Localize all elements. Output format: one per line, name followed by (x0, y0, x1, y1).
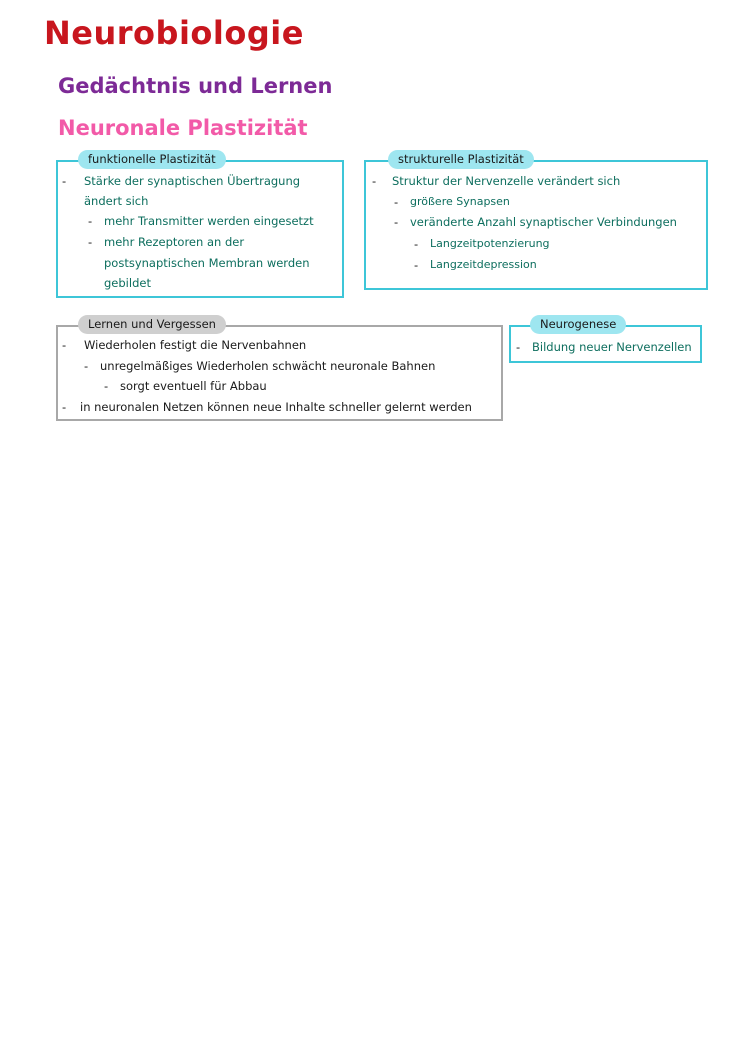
bullet-dash: - (62, 338, 67, 352)
neurogenese-label: Neurogenese (530, 315, 626, 334)
note-line: mehr Transmitter werden eingesetzt (104, 214, 314, 228)
note-line: Langzeitpotenzierung (430, 237, 550, 250)
note-line: Struktur der Nervenzelle verändert sich (392, 174, 621, 188)
note-line: Bildung neuer Nervenzellen (532, 340, 692, 354)
bullet-dash: - (62, 174, 67, 188)
bullet-dash: - (62, 400, 67, 414)
note-line: ändert sich (84, 194, 149, 208)
note-line: Stärke der synaptischen Übertragung (84, 174, 301, 188)
note-line: mehr Rezeptoren an der (104, 235, 245, 249)
note-line: in neuronalen Netzen können neue Inhalte schneller gelernt werden (80, 400, 472, 414)
bullet-dash: - (372, 174, 377, 188)
note-line: größere Synapsen (410, 195, 510, 208)
note-line: veränderte Anzahl synaptischer Verbindungen (410, 215, 677, 229)
bullet-dash: - (414, 237, 419, 251)
topic-heading: Gedächtnis und Lernen (58, 74, 333, 98)
funktionelle-plastizitaet-label: funktionelle Plastizität (78, 150, 226, 169)
page-title: Neurobiologie (44, 14, 304, 52)
note-line: gebildet (104, 276, 151, 290)
bullet-dash: - (414, 258, 419, 272)
note-line: postsynaptischen Membran werden (104, 256, 310, 270)
bullet-dash: - (84, 359, 89, 373)
section-heading: Neuronale Plastizität (58, 116, 308, 140)
bullet-dash: - (516, 340, 521, 354)
note-line: sorgt eventuell für Abbau (120, 379, 267, 393)
bullet-dash: - (394, 215, 399, 229)
bullet-dash: - (88, 214, 93, 228)
strukturelle-plastizitaet-label: strukturelle Plastizität (388, 150, 534, 169)
note-line: unregelmäßiges Wiederholen schwächt neuronale Bahnen (100, 359, 436, 373)
note-line: Wiederholen festigt die Nervenbahnen (84, 338, 307, 352)
bullet-dash: - (394, 195, 399, 209)
bullet-dash: - (104, 379, 109, 393)
lernen-vergessen-label: Lernen und Vergessen (78, 315, 226, 334)
bullet-dash: - (88, 235, 93, 249)
note-line: Langzeitdepression (430, 258, 537, 271)
